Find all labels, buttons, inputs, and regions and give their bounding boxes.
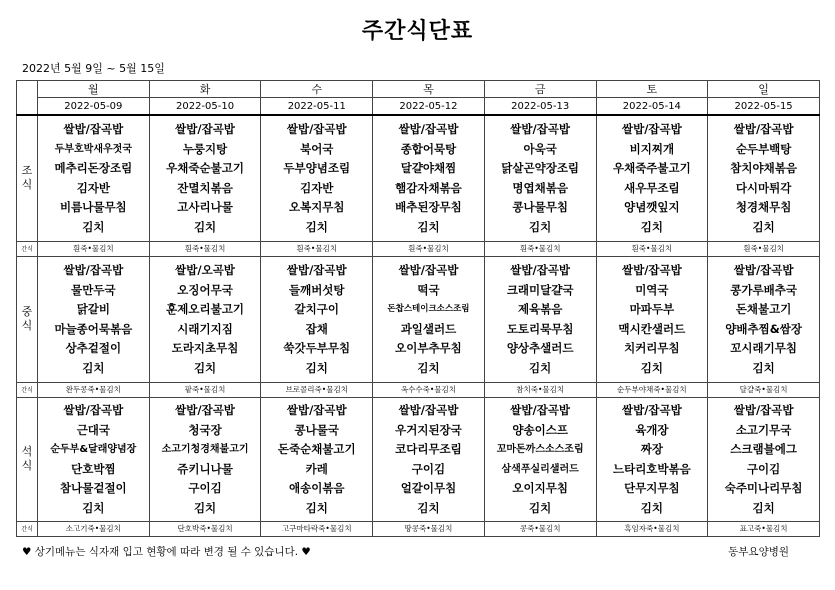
- menu-item: 김치: [193, 500, 217, 515]
- menu-item: 청경채무침: [735, 200, 792, 215]
- menu-item: 단무지무침: [624, 481, 680, 495]
- menu-change-notice: ♥ 상기메뉴는 식자재 입고 현황에 따라 변경 될 수 있습니다. ♥: [22, 546, 311, 558]
- menu-item: 도토리묵무침: [506, 321, 574, 336]
- snack-cell: 달걀죽•물김치: [708, 382, 820, 397]
- menu-cell: [261, 115, 373, 241]
- menu-item: 양상추샐러드: [506, 341, 574, 355]
- menu-item: 마파두부: [629, 302, 675, 316]
- menu-item: 돈찹스테이크소스조림: [387, 304, 470, 314]
- snack-cell: 흑임자죽•물김치: [596, 521, 708, 536]
- menu-item: 김자반: [300, 180, 334, 195]
- menu-item: 김치: [417, 219, 440, 234]
- menu-item: 쌀밥/잡곡밥: [398, 263, 459, 277]
- menu-item: 삼색푸실리샐러드: [501, 463, 579, 475]
- menu-item: 시래기지짐: [177, 321, 233, 336]
- menu-item: 크래미달걀국: [506, 282, 574, 297]
- snack-cell: 고구마타락죽•물김치: [261, 521, 373, 536]
- menu-item: 비름나물무침: [60, 200, 127, 215]
- snack-cell: 옥수수죽•물김치: [373, 382, 485, 397]
- menu-item: 애송이볶음: [288, 481, 345, 495]
- menu-item: 김치: [305, 360, 328, 375]
- menu-item: 쌀밥/잡곡밥: [175, 403, 235, 417]
- day-header-row: [17, 81, 820, 98]
- menu-item: 순두부백탕: [735, 141, 792, 156]
- snack-label: 간식: [17, 241, 38, 256]
- menu-item: 들깨버섯탕: [288, 282, 345, 297]
- snack-row: [17, 241, 820, 256]
- hospital-name: 동부요양병원: [728, 546, 789, 558]
- menu-item: 오복지무침: [288, 200, 345, 215]
- menu-item: 달걀야채찜: [400, 161, 457, 176]
- menu-item: 치커리무침: [624, 341, 680, 355]
- menu-item: 두부양념조림: [283, 161, 351, 176]
- menu-item: 김치: [305, 500, 328, 515]
- day-date: 2022-05-12: [373, 98, 485, 116]
- day-name: 화: [149, 81, 261, 98]
- menu-item: 쌀밥/잡곡밥: [621, 403, 682, 417]
- menu-cell: [596, 115, 708, 241]
- menu-cell: [596, 256, 708, 382]
- menu-item: 김치: [529, 219, 552, 234]
- menu-item: 구이김: [411, 461, 446, 476]
- menu-item: 오징어무국: [177, 282, 233, 297]
- menu-item: 쌀밥/잡곡밥: [510, 403, 571, 417]
- menu-item: 소고기무국: [735, 422, 792, 437]
- menu-item: 과일샐러드: [400, 321, 457, 336]
- snack-label: 간식: [17, 521, 38, 536]
- menu-item: 닭갈비: [76, 302, 111, 316]
- day-date: 2022-05-11: [261, 98, 373, 116]
- menu-cell: [484, 256, 596, 382]
- menu-item: 짜장: [640, 442, 663, 456]
- menu-item: 느타리호박볶음: [612, 461, 691, 476]
- menu-item: 참치야채볶음: [730, 161, 797, 176]
- menu-item: 마늘종어묵볶음: [54, 321, 133, 336]
- menu-item: 김치: [640, 500, 663, 515]
- snack-cell: 팥죽•물김치: [149, 382, 261, 397]
- snack-cell: 참치죽•물김치: [484, 382, 596, 397]
- snack-cell: 흰죽•물김치: [373, 241, 485, 256]
- menu-item: 김치: [193, 360, 217, 375]
- meal-label: [17, 256, 38, 382]
- menu-item: 미역국: [635, 282, 669, 297]
- menu-cell: [38, 115, 150, 241]
- menu-item: 갈치구이: [294, 302, 339, 316]
- menu-item: 쌀밥/잡곡밥: [733, 263, 794, 277]
- menu-cell: [149, 256, 261, 382]
- menu-item: 김치: [640, 360, 663, 375]
- meal-label-char: 식: [21, 459, 33, 472]
- menu-item: 쌀밥/잡곡밥: [286, 122, 347, 137]
- snack-cell: 완두콩죽•물김치: [38, 382, 150, 397]
- menu-item: 구이김: [746, 461, 781, 476]
- meal-label: [17, 115, 38, 241]
- menu-item: 잡채: [305, 321, 328, 336]
- menu-item: 김치: [305, 219, 328, 234]
- menu-item: 쑥갓두부무침: [283, 341, 351, 355]
- menu-cell: [373, 115, 485, 241]
- menu-item: 다시마튀각: [735, 180, 792, 195]
- menu-item: 김치: [752, 219, 775, 234]
- snack-cell: 흰죽•물김치: [149, 241, 261, 256]
- menu-item: 배추된장무침: [395, 200, 462, 215]
- menu-item: 닭살곤약장조림: [501, 161, 580, 176]
- day-name: 일: [708, 81, 820, 98]
- menu-period: 2022년 5월 9일 ~ 5월 15일: [22, 62, 165, 75]
- menu-item: 쌀밥/잡곡밥: [510, 263, 571, 277]
- snack-cell: 표고죽•물김치: [708, 521, 820, 536]
- weekly-menu-table: [16, 80, 820, 537]
- menu-item: 청국장: [188, 422, 222, 437]
- snack-cell: 순두부야채죽•물김치: [596, 382, 708, 397]
- menu-item: 오이지무침: [512, 481, 568, 495]
- menu-item: 단호박찜: [71, 461, 116, 476]
- snack-row: [17, 521, 820, 536]
- meal-row: [17, 397, 820, 521]
- snack-cell: 브로콜리죽•물김치: [261, 382, 373, 397]
- menu-item: 양배추찜&쌈장: [725, 321, 802, 336]
- snack-cell: 단호박죽•물김치: [149, 521, 261, 536]
- snack-row: [17, 382, 820, 397]
- menu-item: 쌀밥/잡곡밥: [733, 122, 794, 137]
- menu-item: 참나물겉절이: [60, 481, 127, 495]
- day-name: 수: [261, 81, 373, 98]
- menu-item: 두부호박새우젓국: [54, 143, 132, 155]
- menu-item: 북어국: [300, 141, 334, 156]
- menu-item: 메추리돈장조림: [54, 161, 133, 176]
- menu-item: 비지찌개: [629, 141, 675, 156]
- menu-item: 우거지된장국: [395, 422, 462, 437]
- menu-item: 햄감자채볶음: [395, 180, 462, 195]
- menu-item: 쌀밥/오곡밥: [175, 263, 235, 277]
- meal-label-char: 식: [21, 178, 33, 192]
- menu-item: 고사리나물: [177, 200, 233, 215]
- menu-item: 꼬시래기무침: [730, 341, 797, 355]
- menu-item: 제육볶음: [517, 302, 563, 316]
- menu-item: 상추겉절이: [65, 341, 122, 355]
- menu-item: 쌀밥/잡곡밥: [510, 122, 571, 137]
- menu-item: 쌀밥/잡곡밥: [398, 403, 459, 417]
- menu-cell: [261, 397, 373, 521]
- menu-cell: [708, 397, 820, 521]
- menu-item: 근대국: [76, 422, 111, 437]
- snack-label: 간식: [17, 382, 38, 397]
- menu-item: 김치: [193, 219, 217, 234]
- menu-item: 콩나물무침: [512, 200, 568, 215]
- snack-cell: 콩죽•물김치: [484, 521, 596, 536]
- menu-item: 훈제오리불고기: [166, 302, 244, 316]
- menu-item: 스크램블에그: [730, 442, 797, 456]
- menu-cell: [38, 256, 150, 382]
- menu-item: 잔멸치볶음: [177, 180, 233, 195]
- menu-cell: [373, 397, 485, 521]
- menu-cell: [149, 115, 261, 241]
- menu-item: 양념깻잎지: [624, 200, 680, 215]
- menu-cell: [484, 115, 596, 241]
- menu-item: 김치: [82, 500, 105, 515]
- menu-item: 김치: [417, 500, 440, 515]
- day-date: 2022-05-10: [149, 98, 261, 116]
- menu-item: 우채죽주불고기: [612, 161, 691, 176]
- day-date: 2022-05-13: [484, 98, 596, 116]
- menu-item: 쌀밥/잡곡밥: [175, 122, 235, 137]
- meal-label-char: 중: [21, 305, 33, 318]
- menu-item: 육개장: [635, 422, 669, 437]
- menu-item: 김치: [752, 500, 775, 515]
- snack-cell: 흰죽•물김치: [484, 241, 596, 256]
- menu-item: 코다리무조림: [395, 442, 462, 456]
- menu-item: 순두부&달래양념장: [50, 444, 137, 455]
- menu-cell: [708, 115, 820, 241]
- menu-cell: [38, 397, 150, 521]
- snack-cell: 흰죽•물김치: [596, 241, 708, 256]
- menu-item: 쥬키니나물: [177, 461, 233, 476]
- meal-row: [17, 256, 820, 382]
- menu-item: 쌀밥/잡곡밥: [63, 122, 124, 137]
- meal-label-char: 석: [21, 445, 33, 458]
- menu-item: 명엽채볶음: [512, 180, 568, 195]
- day-date: 2022-05-09: [38, 98, 150, 116]
- menu-cell: [596, 397, 708, 521]
- menu-item: 쌀밥/잡곡밥: [621, 263, 682, 277]
- menu-item: 김치: [529, 360, 552, 375]
- day-date: 2022-05-15: [708, 98, 820, 116]
- menu-item: 김자반: [76, 180, 111, 195]
- menu-item: 김치: [640, 219, 663, 234]
- menu-item: 오이부추무침: [395, 341, 462, 355]
- menu-item: 양송이스프: [512, 422, 568, 437]
- header-corner: [17, 81, 38, 116]
- menu-item: 숙주미나리무침: [724, 481, 803, 495]
- meal-label: [17, 397, 38, 521]
- snack-cell: 땅콩죽•물김치: [373, 521, 485, 536]
- menu-item: 물만두국: [71, 282, 116, 297]
- menu-item: 아욱국: [523, 141, 557, 156]
- page-title: 주간식단표: [361, 19, 474, 44]
- menu-item: 꼬마돈까스소스조림: [496, 444, 584, 455]
- menu-item: 누룽지탕: [182, 141, 228, 156]
- menu-item: 콩나물국: [294, 422, 339, 437]
- snack-cell: 소고기죽•물김치: [38, 521, 150, 536]
- day-name: 월: [38, 81, 150, 98]
- snack-cell: 흰죽•물김치: [261, 241, 373, 256]
- menu-item: 쌀밥/잡곡밥: [621, 122, 682, 137]
- menu-item: 쌀밥/잡곡밥: [63, 403, 124, 417]
- menu-item: 새우무조림: [624, 180, 680, 195]
- menu-item: 김치: [417, 360, 440, 375]
- menu-cell: [149, 397, 261, 521]
- meal-row: [17, 115, 820, 241]
- menu-cell: [708, 256, 820, 382]
- meal-label-char: 식: [21, 319, 33, 332]
- menu-item: 얼갈이무침: [400, 481, 457, 495]
- menu-item: 쌀밥/잡곡밥: [398, 122, 459, 137]
- menu-item: 맥시칸샐러드: [618, 321, 686, 336]
- menu-item: 우채죽순불고기: [166, 161, 244, 176]
- menu-item: 도라지초무침: [171, 341, 239, 355]
- menu-item: 김치: [82, 219, 105, 234]
- menu-item: 쌀밥/잡곡밥: [286, 403, 347, 417]
- menu-item: 종합어묵탕: [400, 141, 457, 156]
- menu-item: 떡국: [417, 282, 440, 297]
- snack-cell: 흰죽•물김치: [708, 241, 820, 256]
- menu-item: 소고기청경채불고기: [161, 444, 249, 455]
- meal-label-char: 조: [21, 164, 33, 178]
- menu-cell: [484, 397, 596, 521]
- menu-item: 콩가루배추국: [730, 282, 797, 297]
- menu-item: 돈죽순채불고기: [277, 442, 356, 456]
- date-header-row: [17, 98, 820, 116]
- menu-cell: [373, 256, 485, 382]
- menu-item: 김치: [752, 360, 775, 375]
- menu-cell: [261, 256, 373, 382]
- menu-item: 쌀밥/잡곡밥: [733, 403, 794, 417]
- menu-item: 쌀밥/잡곡밥: [63, 263, 124, 277]
- menu-item: 구이김: [188, 481, 222, 495]
- day-name: 금: [484, 81, 596, 98]
- menu-item: 김치: [529, 500, 552, 515]
- snack-cell: 흰죽•물김치: [38, 241, 150, 256]
- menu-item: 카레: [305, 461, 328, 476]
- day-name: 목: [373, 81, 485, 98]
- menu-item: 돈채불고기: [735, 302, 792, 316]
- day-name: 토: [596, 81, 708, 98]
- day-date: 2022-05-14: [596, 98, 708, 116]
- menu-item: 쌀밥/잡곡밥: [286, 263, 347, 277]
- menu-item: 김치: [82, 360, 105, 375]
